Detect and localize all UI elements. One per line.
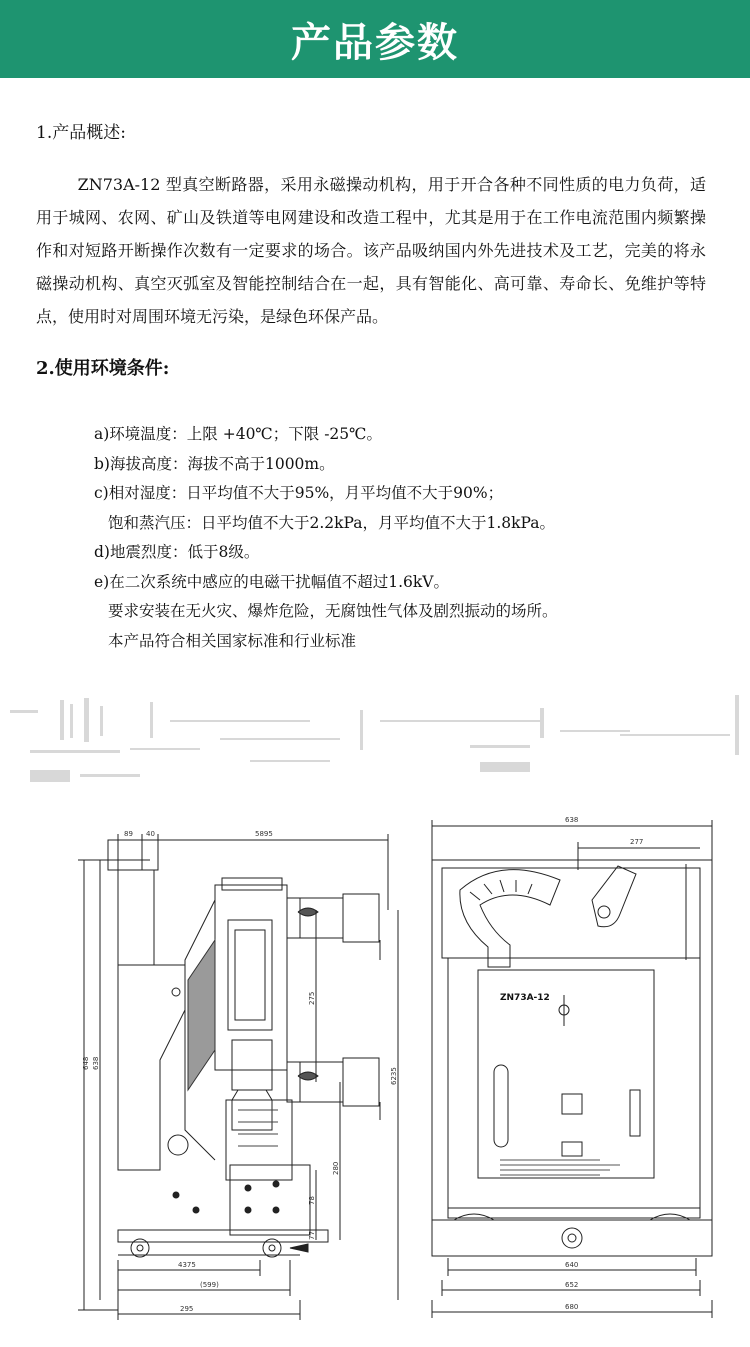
condition-item: 饱和蒸汽压：日平均值不大于2.2kPa，月平均值不大于1.8kPa。 [108,513,556,532]
dim-label: 680 [565,1303,579,1311]
dim-label: 40 [146,830,155,838]
side-view-drawing [78,834,398,1320]
dim-label: 640 [565,1261,579,1269]
condition-item: d)地震烈度：低于8级。 [94,543,260,561]
dim-label: 652 [565,1281,579,1289]
dim-label: (599) [200,1281,219,1289]
condition-item: e)在二次系统中感应的电磁干扰幅值不超过1.6kV。 [94,572,449,591]
conditions-list [94,420,558,656]
dim-label: 638 [92,1056,100,1070]
section1-title: 1.产品概述: [36,123,126,143]
technical-drawing [0,800,750,1347]
scan-noise-strip [0,690,750,800]
dim-label: 638 [565,816,579,824]
model-label: ZN73A-12 [500,993,550,1003]
condition-item: 本产品符合相关国家标准和行业标准 [108,631,357,650]
dim-label: 78 [308,1196,316,1205]
dim-label: 5895 [255,830,273,838]
condition-item: 要求安装在无火灾、爆炸危险，无腐蚀性气体及剧烈振动的场所。 [108,602,558,620]
overview-paragraph: ZN73A-12 型真空断路器，采用永磁操动机构，用于开合各种不同性质的电力负荷，适用于城网、农网、矿山及铁道等电网建设和改造工程中，尤其是用于在工作电流范围内频繁操作和对短路开断操作次数有一定要求的场合。该产品吸纳国内外先进技术及工艺，完美的将永磁操动机构、真空灭弧室及智能控制结合在一起，具有智能化、高可靠、寿命长、免维护等特点，使用时对周围环境无污染，是绿色环保产品。 [36,175,706,326]
banner-title: 产品参数 [291,19,459,66]
condition-item: a)环境温度：上限 +40℃；下限 -25℃。 [94,425,382,443]
dim-label: 648 [82,1056,90,1070]
overview-text [36,168,706,333]
dim-label: 280 [332,1161,340,1175]
dim-label: 277 [630,838,644,846]
banner [0,0,750,78]
condition-item: c)相对湿度：日平均值不大于95%，月平均值不大于90%； [94,484,504,502]
dim-label: 77 [308,1231,316,1240]
side-view-dimensions [82,830,398,1313]
dim-label: 4375 [178,1261,196,1269]
dim-label: 89 [124,830,133,838]
section2-title: 2.使用环境条件: [36,358,170,379]
dim-label: 275 [308,991,316,1005]
condition-item: b)海拔高度：海拔不高于1000m。 [94,454,335,473]
dim-label: 295 [180,1305,194,1313]
front-view-drawing [432,820,712,1318]
front-view-labels [500,816,643,1311]
dim-label: 6235 [390,1067,398,1085]
